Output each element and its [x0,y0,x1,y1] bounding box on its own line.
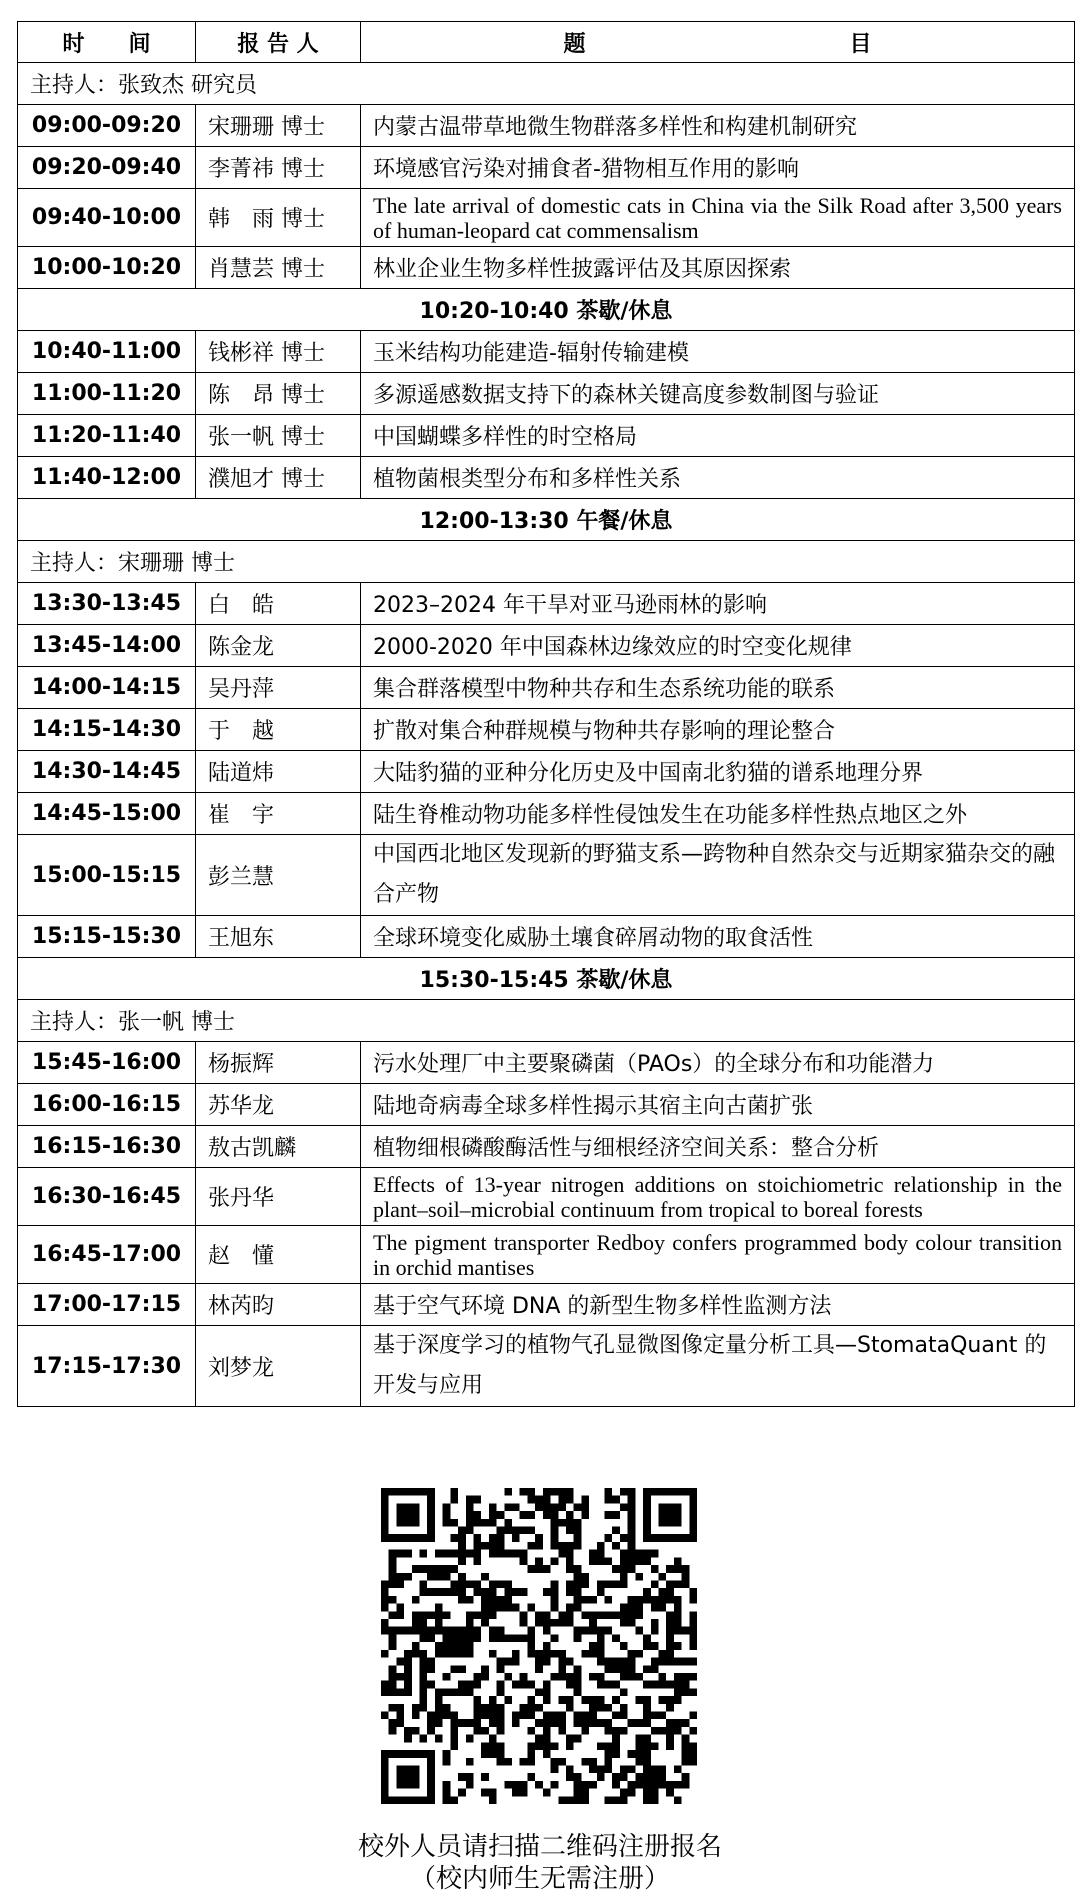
session-time: 15:45-16:00 [18,1042,196,1084]
table-row [18,835,1075,916]
table-row [18,625,1075,667]
host-label: 主持人：张一帆 博士 [18,1000,1075,1042]
speaker-name: 钱彬祥 博士 [196,331,361,373]
table-row [18,667,1075,709]
talk-title: 中国蝴蝶多样性的时空格局 [361,415,1075,457]
schedule-table [17,21,1075,1407]
session-time: 10:40-11:00 [18,331,196,373]
host-label: 主持人：张致杰 研究员 [18,63,1075,105]
talk-title: 陆生脊椎动物功能多样性侵蚀发生在功能多样性热点地区之外 [361,793,1075,835]
table-row [18,751,1075,793]
session-time: 11:40-12:00 [18,457,196,499]
talk-title: 基于空气环境 DNA 的新型生物多样性监测方法 [361,1284,1075,1326]
talk-title: 全球环境变化威胁土壤食碎屑动物的取食活性 [361,916,1075,958]
table-row [18,189,1075,247]
table-row [18,247,1075,289]
talk-title: 扩散对集合种群规模与物种共存影响的理论整合 [361,709,1075,751]
session-time: 09:00-09:20 [18,105,196,147]
session-time: 09:40-10:00 [18,189,196,247]
talk-title: 2023–2024 年干旱对亚马逊雨林的影响 [361,583,1075,625]
session-time: 17:15-17:30 [18,1326,196,1407]
speaker-name: 杨振辉 [196,1042,361,1084]
table-row [18,1084,1075,1126]
talk-title: 陆地奇病毒全球多样性揭示其宿主向古菌扩张 [361,1084,1075,1126]
table-row [18,331,1075,373]
speaker-name: 于 越 [196,709,361,751]
table-row [18,373,1075,415]
speaker-name: 陆道炜 [196,751,361,793]
session-time: 16:00-16:15 [18,1084,196,1126]
session-time: 14:30-14:45 [18,751,196,793]
speaker-name: 张丹华 [196,1168,361,1226]
session-time: 11:20-11:40 [18,415,196,457]
session-time: 15:15-15:30 [18,916,196,958]
talk-title: 林业企业生物多样性披露评估及其原因探索 [361,247,1075,289]
speaker-name: 濮旭才 博士 [196,457,361,499]
speaker-name: 彭兰慧 [196,835,361,916]
speaker-name: 肖慧芸 博士 [196,247,361,289]
session-time: 16:15-16:30 [18,1126,196,1168]
session-time: 15:00-15:15 [18,835,196,916]
registration-note-sub: （校内师生无需注册） [409,1864,670,1893]
speaker-name: 陈金龙 [196,625,361,667]
schedule-body [18,63,1075,1407]
talk-title: 玉米结构功能建造-辐射传输建模 [361,331,1075,373]
break-row [18,499,1075,541]
talk-title: 内蒙古温带草地微生物群落多样性和构建机制研究 [361,105,1075,147]
session-time: 14:15-14:30 [18,709,196,751]
speaker-name: 韩 雨 博士 [196,189,361,247]
talk-title: 植物细根磷酸酶活性与细根经济空间关系：整合分析 [361,1126,1075,1168]
host-row [18,63,1075,105]
break-label: 15:30-15:45 茶歇/休息 [18,958,1075,1000]
registration-note: 校外人员请扫描二维码注册报名 [357,1832,722,1861]
speaker-name: 刘梦龙 [196,1326,361,1407]
session-time: 14:00-14:15 [18,667,196,709]
speaker-name: 赵 懂 [196,1226,361,1284]
speaker-name: 白 皓 [196,583,361,625]
talk-title: 植物菌根类型分布和多样性关系 [361,457,1075,499]
speaker-name: 林芮昀 [196,1284,361,1326]
session-time: 13:45-14:00 [18,625,196,667]
break-label: 10:20-10:40 茶歇/休息 [18,289,1075,331]
talk-title: 集合群落模型中物种共存和生态系统功能的联系 [361,667,1075,709]
table-row [18,415,1075,457]
speaker-name: 崔 宇 [196,793,361,835]
host-label: 主持人：宋珊珊 博士 [18,541,1075,583]
qr-code-icon [381,1488,697,1804]
talk-title: 多源遥感数据支持下的森林关键高度参数制图与验证 [361,373,1075,415]
table-row [18,583,1075,625]
break-row [18,289,1075,331]
speaker-name: 敖古凯麟 [196,1126,361,1168]
break-label: 12:00-13:30 午餐/休息 [18,499,1075,541]
talk-title: 中国西北地区发现新的野猫支系—跨物种自然杂交与近期家猫杂交的融合产物 [361,835,1075,916]
speaker-name: 吴丹萍 [196,667,361,709]
speaker-name: 张一帆 博士 [196,415,361,457]
table-row [18,1284,1075,1326]
session-time: 11:00-11:20 [18,373,196,415]
talk-title: 污水处理厂中主要聚磷菌（PAOs）的全球分布和功能潜力 [361,1042,1075,1084]
table-row [18,147,1075,189]
header-time: 时 间 [18,22,196,63]
speaker-name: 李菁祎 博士 [196,147,361,189]
table-row [18,457,1075,499]
host-row [18,541,1075,583]
session-time: 14:45-15:00 [18,793,196,835]
table-row [18,1226,1075,1284]
session-time: 17:00-17:15 [18,1284,196,1326]
table-row [18,916,1075,958]
header-speaker: 报 告 人 [196,22,361,63]
talk-title: 基于深度学习的植物气孔显微图像定量分析工具—StomataQuant 的开发与应用 [361,1326,1075,1407]
table-row [18,793,1075,835]
header-title: 题 目 [361,22,1075,63]
table-header-row [18,22,1075,63]
talk-title: 大陆豹猫的亚种分化历史及中国南北豹猫的谱系地理分界 [361,751,1075,793]
table-row [18,1042,1075,1084]
session-time: 16:30-16:45 [18,1168,196,1226]
table-row [18,1168,1075,1226]
session-time: 09:20-09:40 [18,147,196,189]
talk-title: The pigment transporter Redboy confers programmed body colour transition in orchid mantises [361,1226,1075,1284]
host-row [18,1000,1075,1042]
talk-title: The late arrival of domestic cats in China via the Silk Road after 3,500 years of human-leopard cat commensalism [361,189,1075,247]
break-row [18,958,1075,1000]
talk-title: Effects of 13-year nitrogen additions on stoichiometric relationship in the plant–soil–microbial continuum from tropical to boreal forests [361,1168,1075,1226]
session-time: 10:00-10:20 [18,247,196,289]
table-row [18,105,1075,147]
table-row [18,709,1075,751]
session-time: 16:45-17:00 [18,1226,196,1284]
table-row [18,1326,1075,1407]
speaker-name: 王旭东 [196,916,361,958]
session-time: 13:30-13:45 [18,583,196,625]
talk-title: 2000-2020 年中国森林边缘效应的时空变化规律 [361,625,1075,667]
table-row [18,1126,1075,1168]
speaker-name: 苏华龙 [196,1084,361,1126]
speaker-name: 陈 昂 博士 [196,373,361,415]
talk-title: 环境感官污染对捕食者-猎物相互作用的影响 [361,147,1075,189]
speaker-name: 宋珊珊 博士 [196,105,361,147]
